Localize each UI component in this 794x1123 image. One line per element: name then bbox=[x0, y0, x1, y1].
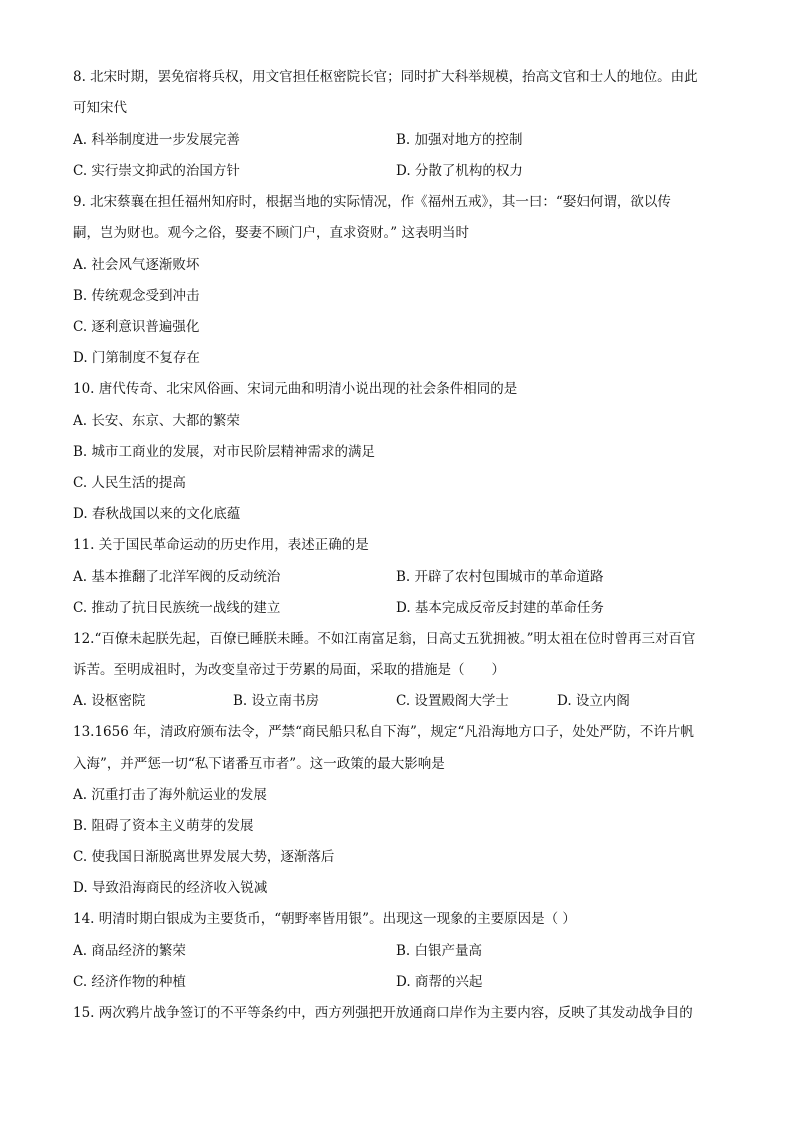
q11-stem: 11. 关于国民革命运动的历史作用，表述正确的是 bbox=[73, 537, 369, 553]
q12-stem-line2: 诉苦。至明成祖时，为改变皇帝过于劳累的局面，采取的措施是（ ） bbox=[73, 662, 505, 678]
q10-stem: 10. 唐代传奇、北宋风俗画、宋词元曲和明清小说出现的社会条件相同的是 bbox=[73, 381, 518, 397]
q9-stem-line1: 9. 北宋蔡襄在担任福州知府时，根据当地的实际情况，作《福州五戒》，其一曰：“娶妇何谓，欲以传 bbox=[73, 194, 671, 210]
q14-option-a: A. 商品经济的繁荣 bbox=[73, 943, 186, 959]
q13-option-a: A. 沉重打击了海外航运业的发展 bbox=[73, 787, 267, 803]
q12-option-b: B. 设立南书房 bbox=[233, 693, 320, 709]
q9-option-a: A. 社会风气逐渐败坏 bbox=[73, 257, 200, 273]
q13-stem-line2: 入海”，并严惩一切“私下诸番互市者”。这一政策的最大影响是 bbox=[73, 756, 445, 772]
q10-option-d: D. 春秋战国以来的文化底蕴 bbox=[73, 506, 241, 522]
q14-option-d: D. 商帮的兴起 bbox=[396, 974, 483, 990]
q10-option-b: B. 城市工商业的发展，对市民阶层精神需求的满足 bbox=[73, 444, 376, 460]
q12-option-a: A. 设枢密院 bbox=[73, 693, 146, 709]
q13-option-c: C. 使我国日渐脱离世界发展大势，逐渐落后 bbox=[73, 849, 335, 865]
q8-stem-line2: 可知宋代 bbox=[73, 100, 127, 116]
q8-option-b: B. 加强对地方的控制 bbox=[396, 132, 523, 148]
q12-option-c: C. 设置殿阁大学士 bbox=[396, 693, 509, 709]
q13-option-b: B. 阻碍了资本主义萌芽的发展 bbox=[73, 818, 254, 834]
q15-stem: 15. 两次鸦片战争签订的不平等条约中，西方列强把开放通商口岸作为主要内容，反映了其发动战争目的 bbox=[73, 1005, 693, 1021]
q14-option-c: C. 经济作物的种植 bbox=[73, 974, 186, 990]
q12-stem-line1: 12.“百僚未起朕先起，百僚已睡朕未睡。不如江南富足翁，日高丈五犹拥被。”明太祖在位时曾再三对百官 bbox=[73, 631, 696, 647]
q9-option-c: C. 逐利意识普遍强化 bbox=[73, 319, 200, 335]
q13-stem-line1: 13.1656 年，清政府颁布法令，严禁“商民船只私自下海”，规定“凡沿海地方口子，处处严防，不许片帆 bbox=[73, 724, 694, 740]
q14-option-b: B. 白银产量高 bbox=[396, 943, 483, 959]
q8-option-a: A. 科举制度进一步发展完善 bbox=[73, 132, 240, 148]
q11-option-d: D. 基本完成反帝反封建的革命任务 bbox=[396, 600, 604, 616]
q8-option-c: C. 实行崇文抑武的治国方针 bbox=[73, 163, 240, 179]
q12-option-d: D. 设立内阁 bbox=[557, 693, 630, 709]
q11-option-b: B. 开辟了农村包围城市的革命道路 bbox=[396, 569, 604, 585]
q8-option-d: D. 分散了机构的权力 bbox=[396, 163, 523, 179]
q9-stem-line2: 嗣，岂为财也。观今之俗，娶妻不顾门户，直求资财。” 这表明当时 bbox=[73, 225, 469, 241]
q11-option-a: A. 基本推翻了北洋军阀的反动统治 bbox=[73, 569, 281, 585]
q9-option-b: B. 传统观念受到冲击 bbox=[73, 288, 200, 304]
q11-option-c: C. 推动了抗日民族统一战线的建立 bbox=[73, 600, 281, 616]
q10-option-c: C. 人民生活的提高 bbox=[73, 475, 186, 491]
q10-option-a: A. 长安、东京、大都的繁荣 bbox=[73, 413, 240, 429]
q13-option-d: D. 导致沿海商民的经济收入锐减 bbox=[73, 880, 268, 896]
q14-stem: 14. 明清时期白银成为主要货币，“朝野率皆用银”。出现这一现象的主要原因是（ ） bbox=[73, 911, 576, 927]
q9-option-d: D. 门第制度不复存在 bbox=[73, 350, 200, 366]
q8-stem-line1: 8. 北宋时期，罢免宿将兵权，用文官担任枢密院长官；同时扩大科举规模，抬高文官和士人的地位。由此 bbox=[73, 69, 698, 85]
